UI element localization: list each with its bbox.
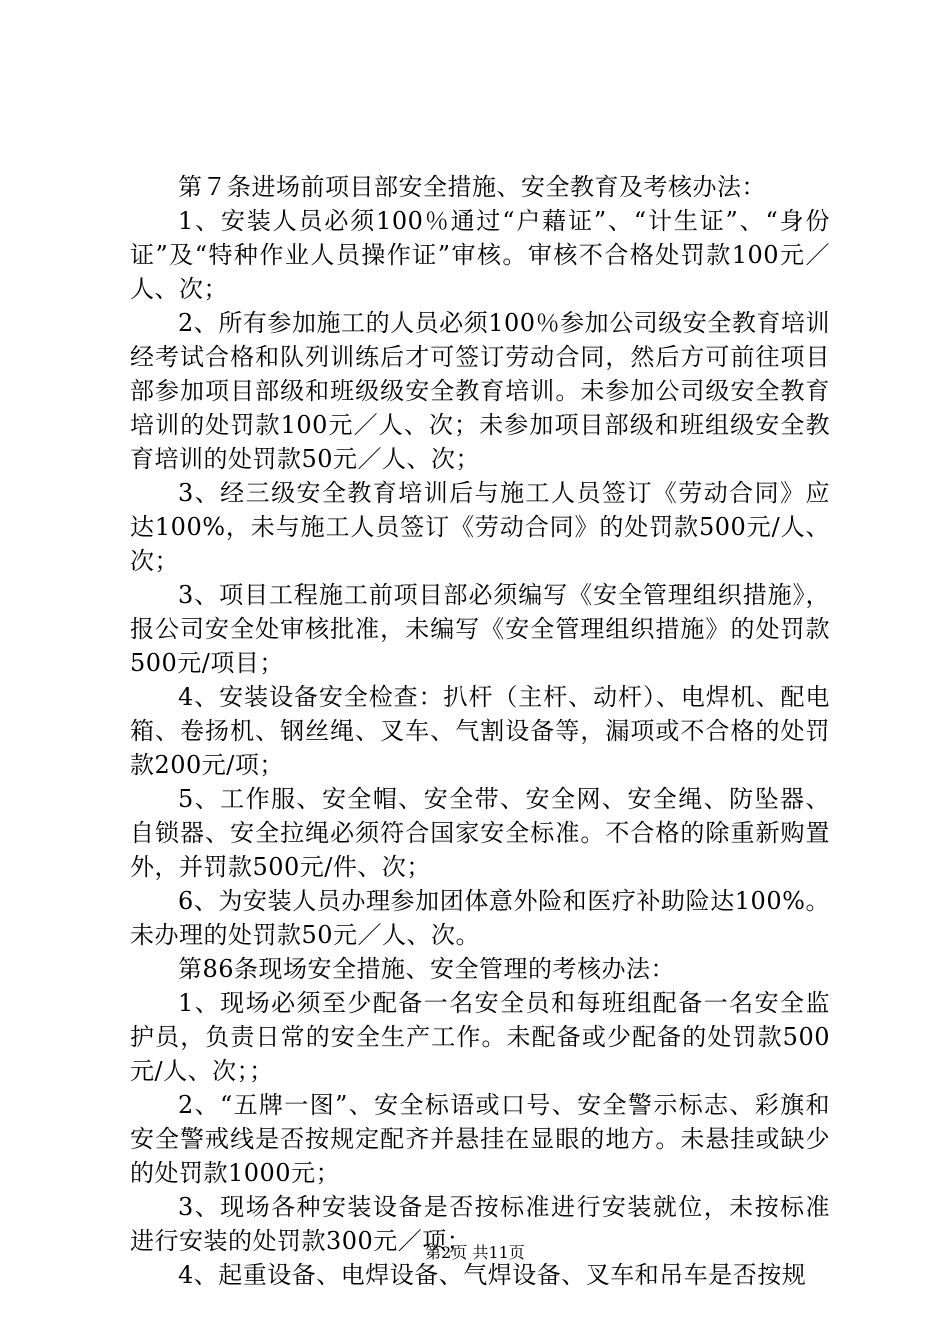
article-86-item-2: 2、“五牌一图”、安全标语或口号、安全警示标志、彩旗和安全警戒线是否按规定配齐并悬挂在显眼的地方。未悬挂或缺少的处罚款1000元； <box>130 1091 830 1187</box>
article-7-item-1: 1、安装人员必须100％通过“户藉证”、“计生证”、“身份证”及“特种作业人员操作证”审核。审核不合格处罚款100元／人、次； <box>130 207 830 303</box>
article-7-item-6: 6、为安装人员办理参加团体意外险和医疗补助险达100%。未办理的处罚款50元／人、次。 <box>130 887 830 949</box>
article-7-heading: 第７条进场前项目部安全措施、安全教育及考核办法： <box>178 173 766 201</box>
article-86-item-1: 1、现场必须至少配备一名安全员和每班组配备一名安全监护员，负责日常的安全生产工作。未配备或少配备的处罚款500元/人、次；； <box>130 989 830 1085</box>
page-number-footer: 第2页 共11页 <box>425 1243 525 1262</box>
article-7-item-3b: 3、项目工程施工前项目部必须编写《安全管理组织措施》，报公司安全处审核批准，未编写《安全管理组织措施》的处罚款500元/项目； <box>130 581 830 677</box>
article-86-heading: 第86条现场安全措施、安全管理的考核办法： <box>178 955 676 983</box>
article-7-item-2: 2、所有参加施工的人员必须100％参加公司级安全教育培训经考试合格和队列训练后才可签订劳动合同，然后方可前往项目部参加项目部级和班级级安全教育培训。未参加公司级安全教育培训的处罚款100元／人、次；未参加项目部级和班组级安全教育培训的处罚款50元／人、次； <box>130 309 830 473</box>
document-body <box>130 170 830 1292</box>
article-86-item-3: 3、现场各种安装设备是否按标准进行安装就位，未按标准进行安装的处罚款300元／项； <box>130 1193 830 1255</box>
article-86-item-4: 4、起重设备、电焊设备、气焊设备、叉车和吊车是否按规 <box>178 1261 807 1289</box>
article-7-item-4: 4、安装设备安全检查：扒杆（主杆、动杆）、电焊机、配电箱、卷扬机、钢丝绳、叉车、气割设备等，漏项或不合格的处罚款200元/项； <box>130 683 830 779</box>
article-7-item-3a: 3、经三级安全教育培训后与施工人员签订《劳动合同》应达100%，未与施工人员签订《劳动合同》的处罚款500元/人、次； <box>130 479 830 575</box>
article-7-item-5: 5、工作服、安全帽、安全带、安全网、安全绳、防坠器、自锁器、安全拉绳必须符合国家安全标准。不合格的除重新购置外，并罚款500元/件、次； <box>130 785 830 881</box>
